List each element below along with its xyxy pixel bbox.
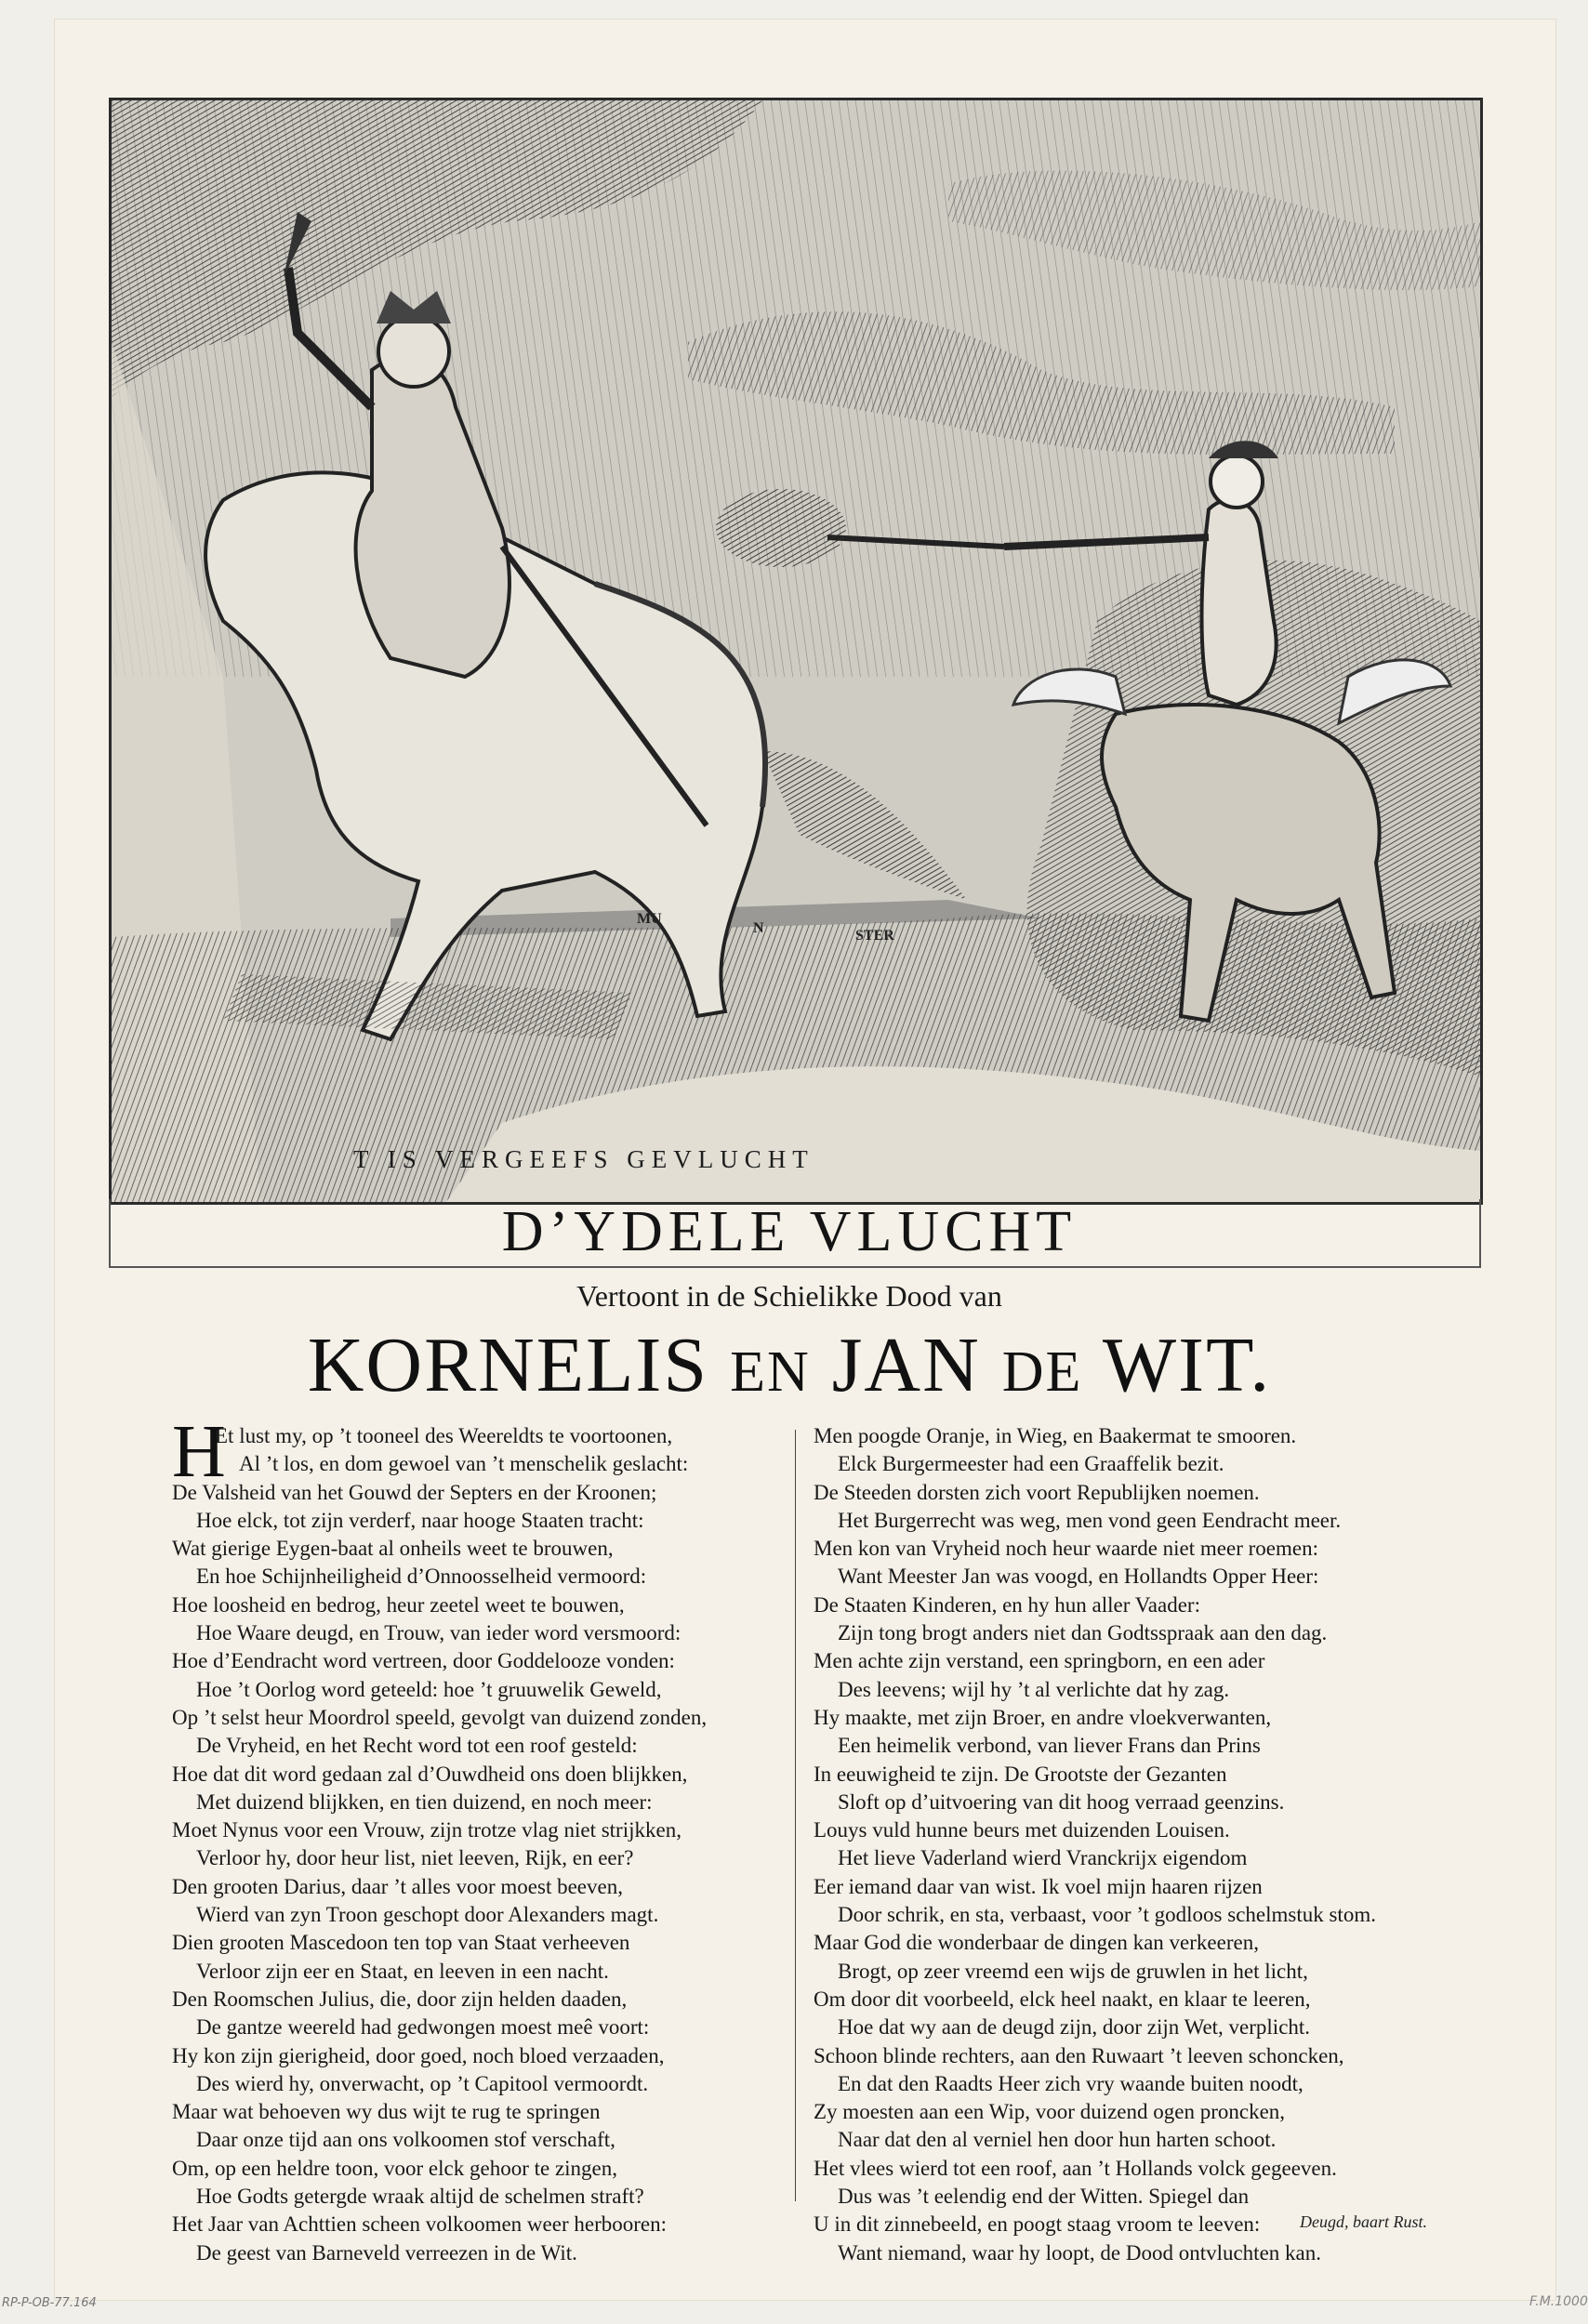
poem-line: Door schrik, en sta, verbaast, voor ’t godloos schelmstuk stom. xyxy=(838,1903,1376,1927)
engraving-caption: T IS VERGEEFS GEVLUCHT xyxy=(353,1145,814,1173)
poem-line: Hoe ’t Oorlog word geteeld: hoe ’t gruuwelik Geweld, xyxy=(196,1677,662,1701)
poem-line: En dat den Raadts Heer zich vry waande buiten noodt, xyxy=(838,2071,1303,2095)
main-title: D’YDELE VLUCHT xyxy=(501,1200,1078,1263)
drop-cap: H xyxy=(172,1411,226,1493)
poem-line: Verloor zijn eer en Staat, en leeven in een nacht. xyxy=(196,1959,609,1983)
poem-line: Daar onze tijd aan ons volkoomen stof verschaft, xyxy=(196,2128,615,2152)
column-divider xyxy=(795,1430,796,2201)
poem-line: Des leevens; wijl hy ’t al verlichte dat hy zag. xyxy=(838,1677,1230,1701)
name-title-kornelis: KORNELIS xyxy=(307,1322,709,1408)
poem-line: Hy kon zijn gierigheid, door goed, noch bloed verzaaden, xyxy=(172,2043,665,2067)
poem-line: Den grooten Darius, daar ’t alles voor moest beeven, xyxy=(172,1874,623,1898)
poem-line: Hoe Waare deugd, en Trouw, van ieder word versmoord: xyxy=(196,1621,682,1645)
poem-column-left xyxy=(172,1411,776,2267)
poem-line: Hy maakte, met zijn Broer, en andre vloekverwanten, xyxy=(814,1705,1272,1729)
poem-line: Et lust my, op ’t tooneel des Weereldts te voortoonen, xyxy=(215,1424,673,1447)
engraving-plate xyxy=(109,98,1483,1205)
poem-line: Hoe dat wy aan de deugd zijn, door zijn Wet, verplicht. xyxy=(838,2015,1311,2040)
poem-line: Sloft op d’uitvoering van dit hoog verraad geenzins. xyxy=(838,1789,1285,1814)
poem-line: Dien grooten Mascedoon ten top van Staat verheeven xyxy=(172,1931,630,1955)
poem-line: Men achte zijn verstand, een springborn, en een ader xyxy=(814,1649,1265,1673)
motto: Deugd, baart Rust. xyxy=(1300,2212,1427,2231)
poem-column-right xyxy=(814,1422,1418,2267)
poem-line: De geest van Barneveld verreezen in de Wit. xyxy=(196,2240,577,2265)
poem-line: Elck Burgermeester had een Graaffelik bezit. xyxy=(838,1452,1224,1476)
poem-line: Al ’t los, en dom gewoel van ’t menschelik geslacht: xyxy=(239,1452,689,1476)
place-label-ster: STER xyxy=(855,928,894,944)
poem-line: Eer iemand daar van wist. Ik voel mijn haaren rijzen xyxy=(814,1874,1263,1898)
poem-line: Hoe dat dit word gedaan zal d’Ouwdheid ons doen blijkken, xyxy=(172,1762,688,1786)
poem-line: Het Jaar van Achttien scheen volkoomen weer herbooren: xyxy=(172,2212,667,2237)
name-title-de: DE xyxy=(1001,1340,1083,1404)
inventory-number: RP-P-OB-77.164 xyxy=(2,2296,97,2310)
poem-line: En hoe Schijnheiligheid d’Onnoosselheid vermoord: xyxy=(196,1565,647,1589)
collection-mark: F.M.1000 xyxy=(1529,2294,1588,2309)
name-title-en: EN xyxy=(730,1340,811,1404)
poem-line: Hoe d’Eendracht word vertreen, door Goddelooze vonden: xyxy=(172,1649,675,1673)
poem-line: Maar God die wonderbaar de dingen kan verkeeren, xyxy=(814,1931,1259,1955)
poem-line: Schoon blinde rechters, aan den Ruwaart ’t leeven schoncken, xyxy=(814,2043,1344,2067)
poem-line: Naar dat den al verniel hen door hun harten schoot. xyxy=(838,2128,1277,2152)
poem-line: Men kon van Vryheid noch heur waarde niet meer roemen: xyxy=(814,1537,1318,1561)
poem-line: De Staaten Kinderen, en hy hun aller Vaader: xyxy=(814,1592,1200,1617)
poem-line: Want Meester Jan was voogd, en Hollandts Opper Heer: xyxy=(838,1565,1319,1589)
poem-line: Want niemand, waar hy loopt, de Dood ontvluchten kan. xyxy=(838,2240,1321,2265)
poem-line: Maar wat behoeven wy dus wijt te rug te springen xyxy=(172,2100,601,2124)
poem-line: De Vryheid, en het Recht word tot een roof gesteld: xyxy=(196,1734,638,1758)
poem-line: De Valsheid van het Gouwd der Septers en der Kroonen; xyxy=(172,1480,657,1504)
poem-line: Met duizend blijkken, en tien duizend, en noch meer: xyxy=(196,1789,653,1814)
place-label-n: N xyxy=(753,920,764,936)
poem-line: De gantze weereld had gedwongen moest meê voort: xyxy=(196,2015,650,2040)
poem-line: Louys vuld hunne beurs met duizenden Louisen. xyxy=(814,1818,1230,1842)
poem-line: Het Burgerrecht was weg, men vond geen Eendracht meer. xyxy=(838,1508,1342,1532)
poem-line: In eeuwigheid te zijn. De Grootste der Gezanten xyxy=(814,1762,1227,1786)
poem-line: Zy moesten aan een Wip, voor duizend ogen proncken, xyxy=(814,2100,1286,2124)
poem-line: Des wierd hy, onverwacht, op ’t Capitool vermoordt. xyxy=(196,2071,649,2095)
name-title-jan: JAN xyxy=(831,1322,981,1408)
poem-line: Verloor hy, door heur list, niet leeven, Rijk, en eer? xyxy=(196,1846,634,1870)
poem-line: Zijn tong brogt anders niet dan Godtsspraak aan den dag. xyxy=(838,1621,1328,1645)
skull xyxy=(1211,456,1263,508)
poem-line: Brogt, op zeer vreemd een wijs de gruwlen in het licht, xyxy=(838,1959,1308,1983)
poem-line: Hoe loosheid en bedrog, heur zeetel weet te bouwen, xyxy=(172,1592,625,1617)
poem-line: Een heimelik verbond, van liever Frans dan Prins xyxy=(838,1734,1261,1758)
poem-line: Wierd van zyn Troon geschopt door Alexanders magt. xyxy=(196,1903,659,1927)
poem-line: Wat gierige Eygen-baat al onheils weet te brouwen, xyxy=(172,1537,614,1561)
poem-line: U in dit zinnebeeld, en poogt staag vroom te leeven: xyxy=(814,2212,1261,2237)
poem-line: De Steeden dorsten zich voort Republijken noemen. xyxy=(814,1480,1260,1504)
poem-line: Men poogde Oranje, in Wieg, en Baakermat te smooren. xyxy=(814,1424,1297,1447)
engraving-illustration xyxy=(112,100,1480,1202)
name-title-wit: WIT. xyxy=(1102,1322,1272,1408)
poem-line: Hoe Godts getergde wraak altijd de schelmen straft? xyxy=(196,2185,644,2209)
gun-smoke xyxy=(716,489,846,567)
poem-line: Om door dit voorbeeld, elck heel naakt, en klaar te leeren, xyxy=(814,1987,1311,2011)
poem-line: Hoe elck, tot zijn verderf, naar hooge Staaten tracht: xyxy=(196,1508,644,1532)
poem-line: Om, op een heldre toon, voor elck gehoor te zingen, xyxy=(172,2156,618,2180)
name-title xyxy=(0,1320,1579,1410)
poem-line: Het lieve Vaderland wierd Vranckrijx eigendom xyxy=(838,1846,1248,1870)
subtitle: Vertoont in de Schielikke Dood van xyxy=(576,1279,1002,1313)
poem-line: Op ’t selst heur Moordrol speeld, gevolgt van duizend zonden, xyxy=(172,1705,708,1729)
place-label-mu: MU xyxy=(637,911,662,927)
poem-line: Moet Nynus voor een Vrouw, zijn trotze vlag niet strijkken, xyxy=(172,1818,682,1842)
poem-line: Dus was ’t eelendig end der Witten. Spiegel dan xyxy=(838,2185,1250,2209)
poem-line: Het vlees wierd tot een roof, aan ’t Hollands volck gegeeven. xyxy=(814,2156,1337,2180)
poem-line: Den Roomschen Julius, die, door zijn helden daaden, xyxy=(172,1987,628,2011)
